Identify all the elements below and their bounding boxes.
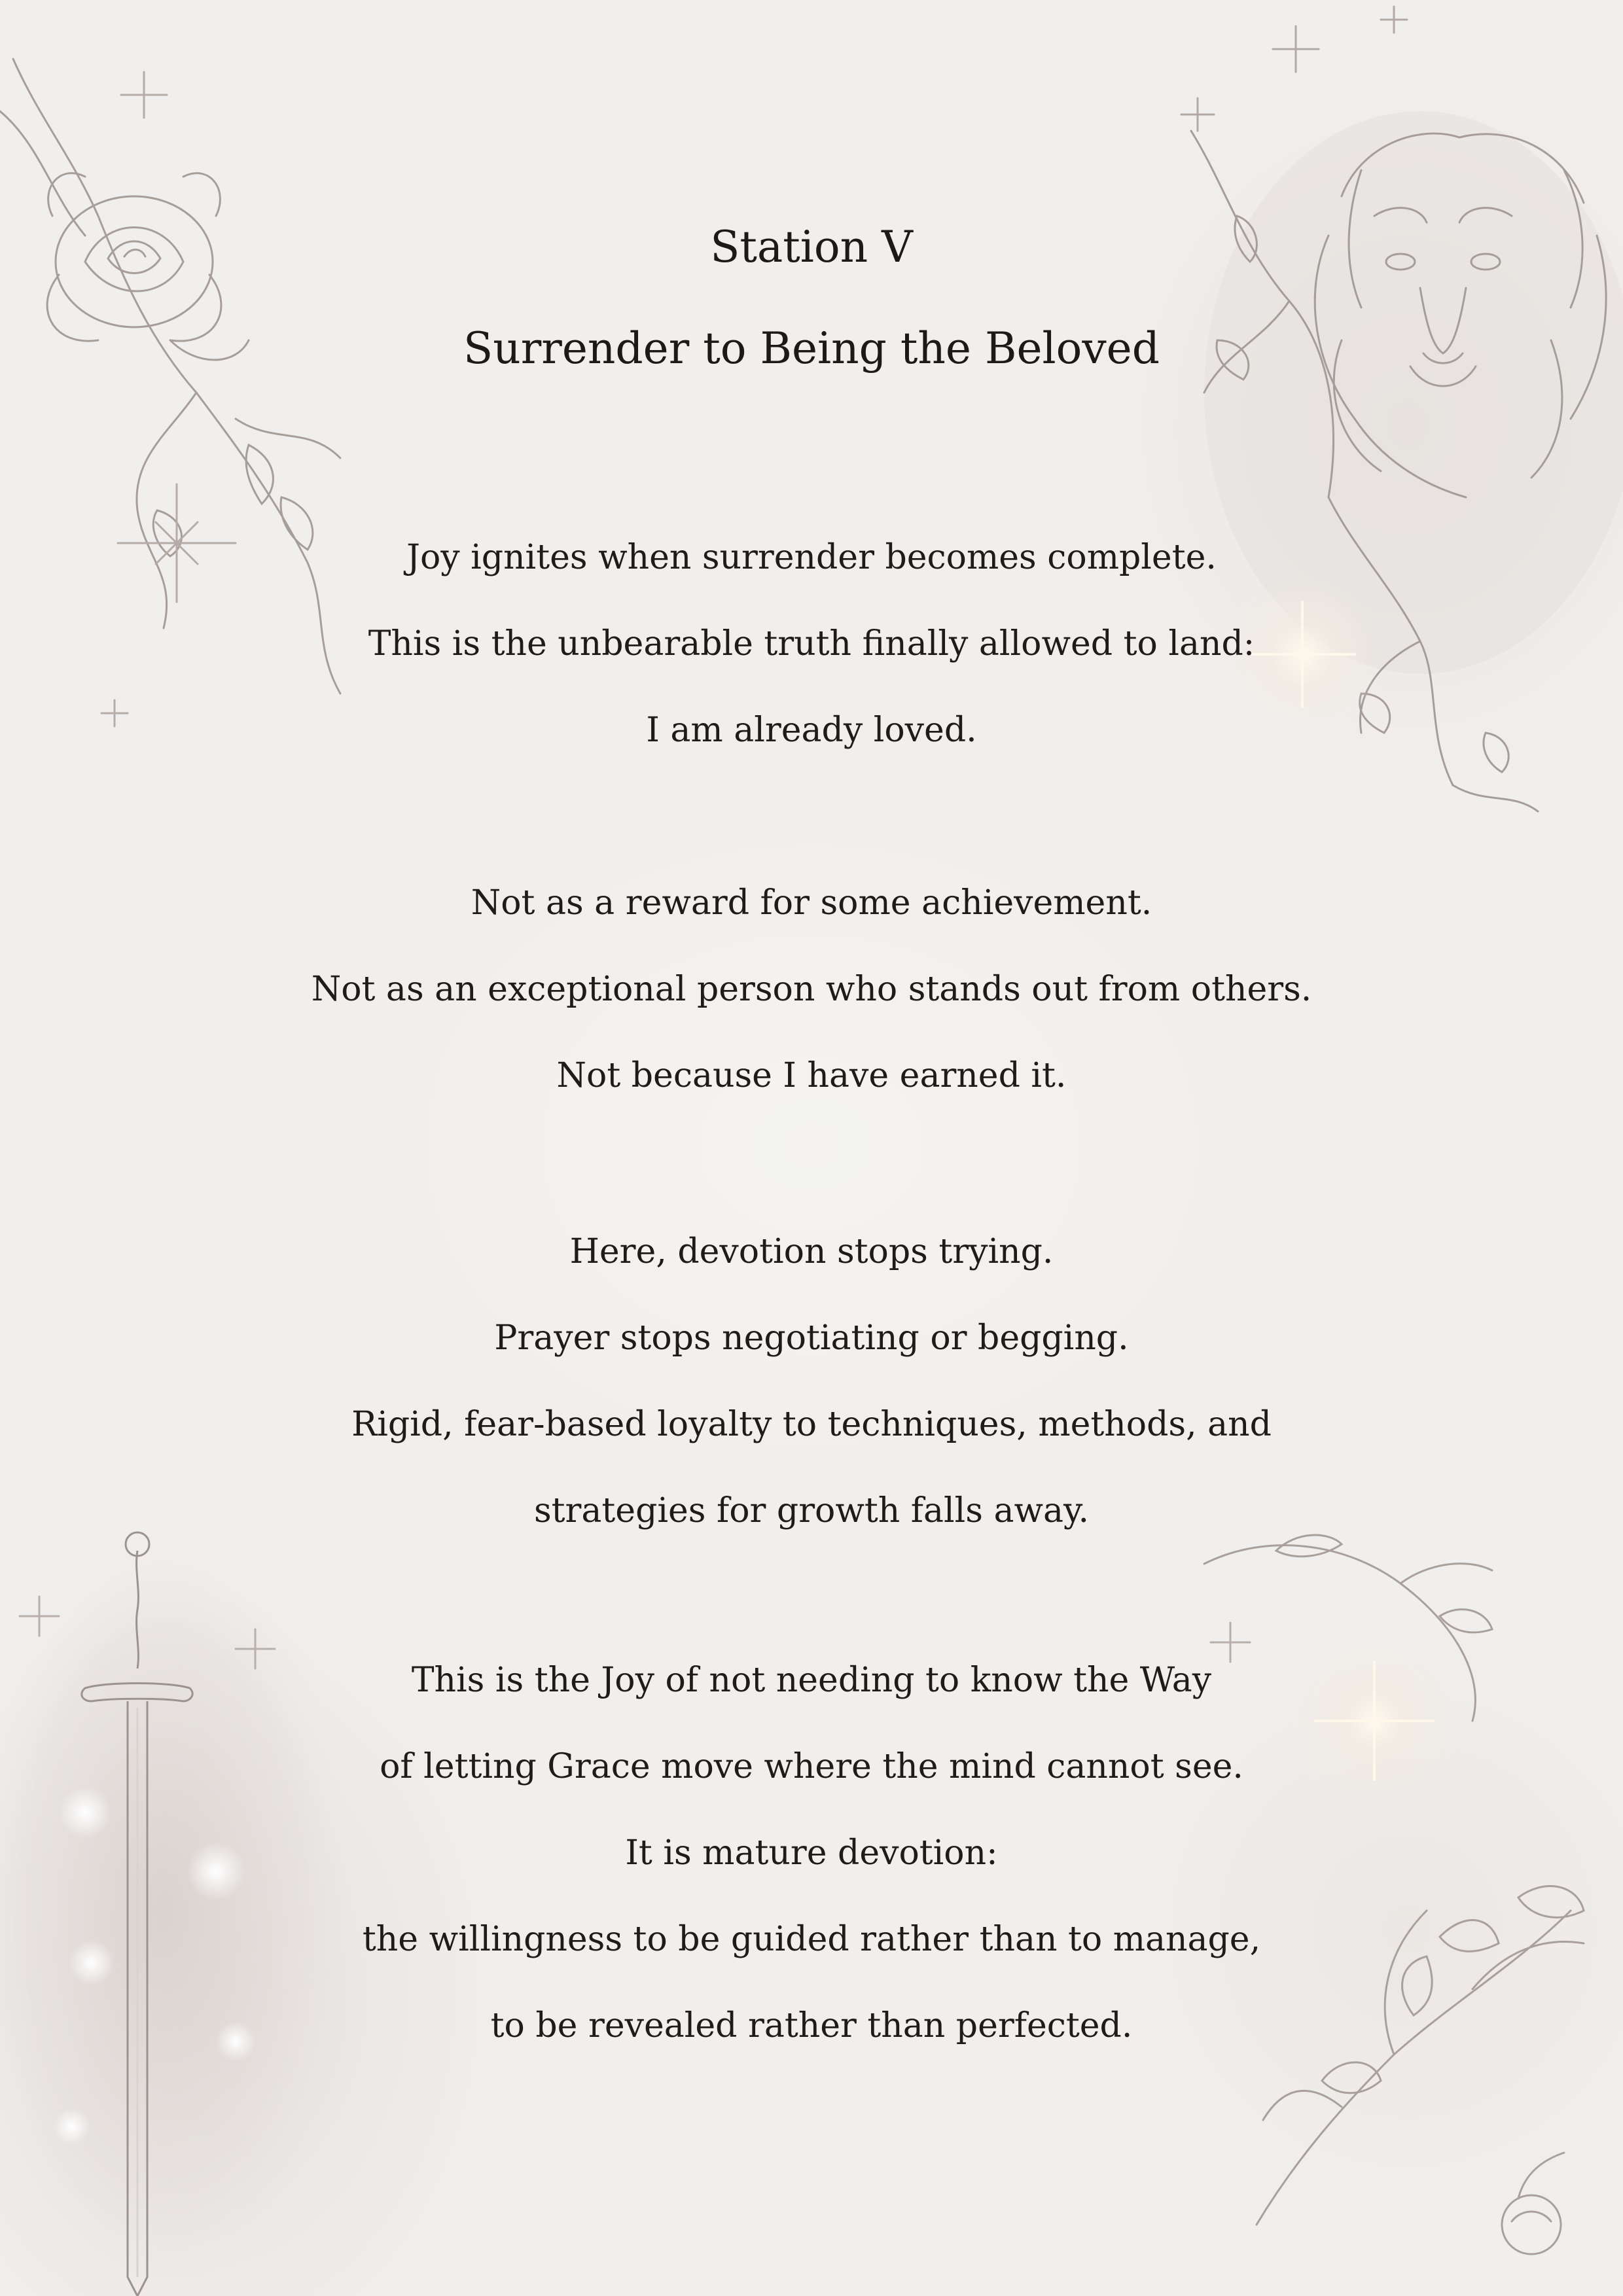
poem-line: This is the unbearable truth finally allowed to land:	[368, 624, 1255, 663]
page-title: Surrender to Being the Beloved	[463, 323, 1160, 374]
poem-line: to be revealed rather than perfected.	[490, 2006, 1133, 2045]
poem-line: the willingness to be guided rather than to manage,	[362, 1920, 1261, 1959]
stanza	[262, 514, 1361, 773]
poem-line: Not as an exceptional person who stands out from others.	[311, 970, 1312, 1009]
poem-line: It is mature devotion:	[625, 1833, 998, 1873]
poem-line: I am already loved.	[646, 711, 977, 750]
stanza	[262, 860, 1361, 1119]
poem-line: strategies for growth falls away.	[533, 1491, 1090, 1530]
poem-line: This is the Joy of not needing to know the Way	[411, 1661, 1212, 1700]
station-heading: Station V	[710, 222, 913, 272]
poem-line: of letting Grace move where the mind cannot see.	[380, 1747, 1243, 1786]
stanza	[262, 1637, 1361, 2069]
poem-line: Not because I have earned it.	[556, 1056, 1067, 1095]
poem-line: Prayer stops negotiating or begging.	[494, 1318, 1129, 1358]
poem-line: Here, devotion stops trying.	[569, 1232, 1054, 1271]
poem-line: Not as a reward for some achievement.	[471, 883, 1152, 923]
poem-line: Joy ignites when surrender becomes complete.	[406, 538, 1217, 577]
poem-line: Rigid, fear-based loyalty to techniques, methods, and	[351, 1405, 1272, 1444]
stanza	[262, 1209, 1361, 1554]
